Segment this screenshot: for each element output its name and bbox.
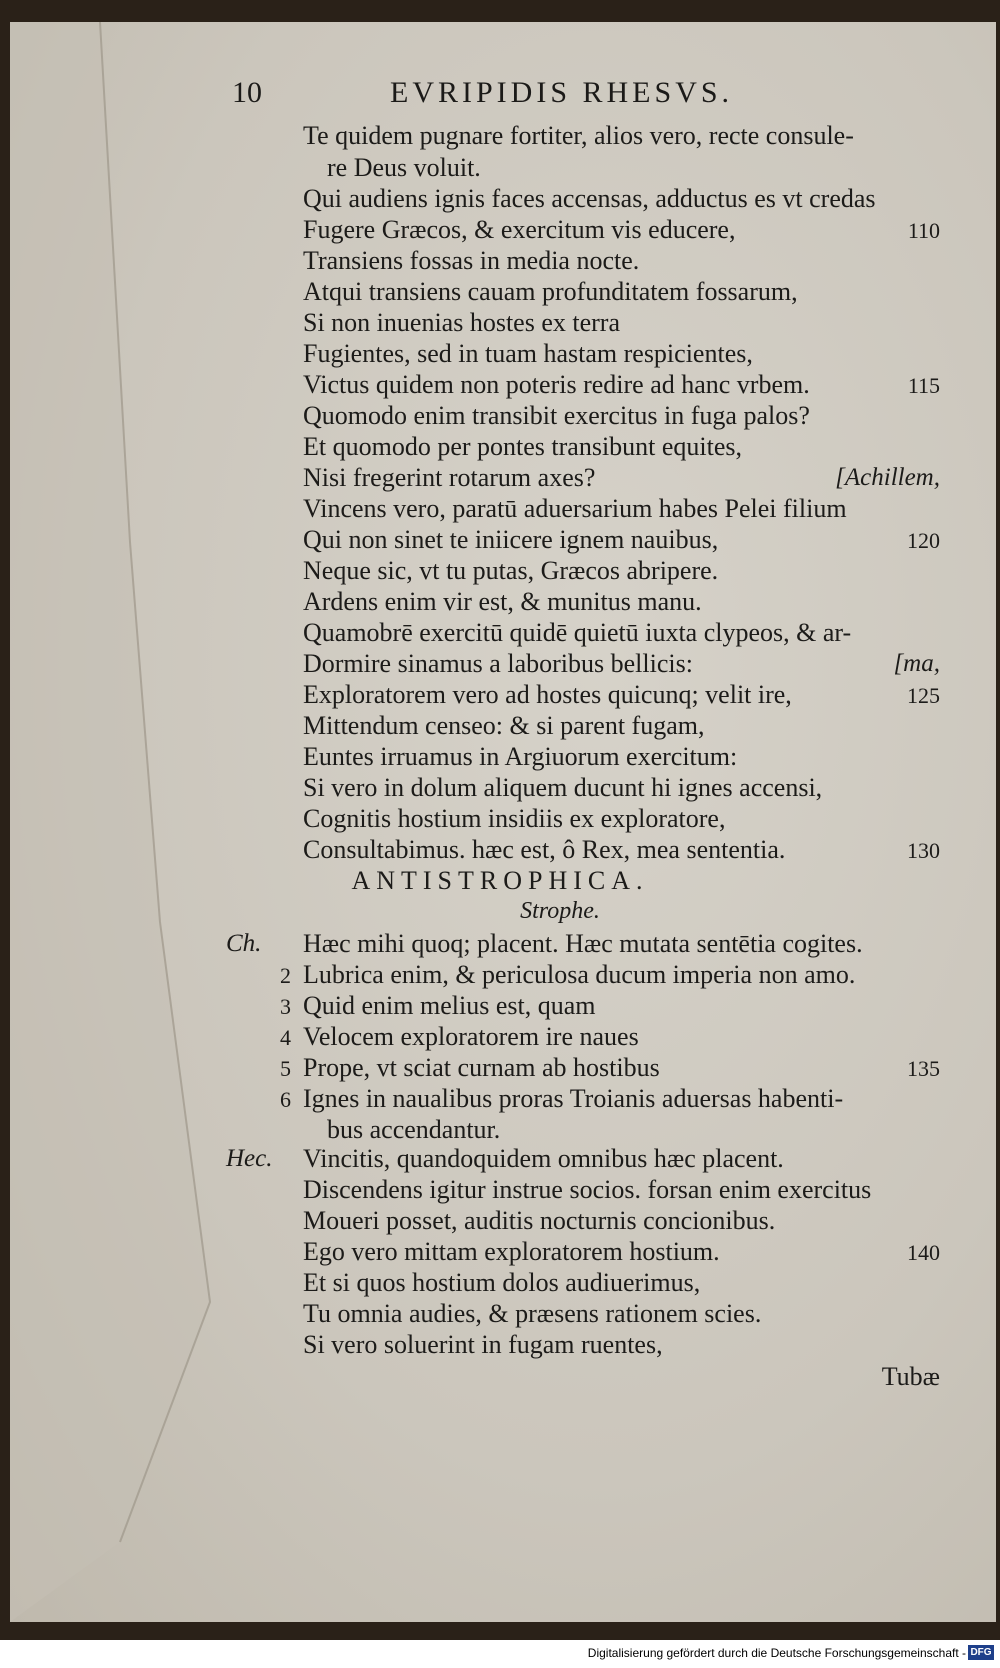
verse-line: Et quomodo per pontes transibunt equites,	[303, 432, 743, 461]
verse-line: Victus quidem non poteris redire ad hanc vrbem.	[303, 370, 810, 399]
verse-line: Si vero in dolum aliquem ducunt hi ignes accensi,	[303, 773, 823, 802]
hector-line: Ego vero mittam exploratorem hostium.	[303, 1237, 720, 1266]
line-number: 115	[907, 373, 940, 398]
verse-line: Euntes irruamus in Argiuorum exercitum:	[303, 742, 738, 771]
running-header	[0, 76, 1000, 116]
verse-line: Atqui transiens cauam profunditatem fossarum,	[303, 277, 798, 306]
verse-line: Qui audiens ignis faces accensas, adductus es vt credas	[303, 184, 876, 213]
verse-line: Fugientes, sed in tuam hastam respicientes,	[303, 339, 753, 368]
catchword: Tubæ	[881, 1362, 940, 1391]
running-title: EVRIPIDIS RHESVS.	[390, 76, 734, 109]
line-number: 140	[907, 1240, 940, 1265]
verse-line: Quomodo enim transibit exercitus in fuga palos?	[303, 401, 810, 430]
verse-line: Ardens enim vir est, & munitus manu.	[303, 587, 702, 616]
verse-line: Nisi fregerint rotarum axes?	[303, 463, 596, 492]
chorus-line: Hæc mihi quoq; placent. Hæc mutata sentētia cogites.	[303, 929, 863, 958]
hector-line: Moueri posset, auditis nocturnis concionibus.	[303, 1206, 776, 1235]
section-title: ANTISTROPHICA.	[351, 866, 649, 895]
verse-line: re Deus voluit.	[327, 153, 481, 182]
speaker-label: Hec.	[226, 1145, 273, 1172]
margin-note: [Achillem,	[835, 464, 940, 491]
verse-line: Transiens fossas in media nocte.	[303, 246, 640, 275]
verse-line: Consultabimus. hæc est, ô Rex, mea sententia.	[303, 835, 786, 864]
verse-line: Fugere Græcos, & exercitum vis educere,	[303, 215, 736, 244]
hector-line: Et si quos hostium dolos audiuerimus,	[303, 1268, 701, 1297]
line-number: 110	[907, 218, 940, 243]
dfg-logo: DFG	[968, 1645, 994, 1660]
verse-line: Quamobrē exercitū quidē quietū iuxta clypeos, & ar-	[303, 618, 852, 647]
hector-line: Vincitis, quandoquidem omnibus hæc placent.	[303, 1144, 784, 1173]
chorus-line: Velocem exploratorem ire naues	[303, 1022, 639, 1051]
verse-line: Te quidem pugnare fortiter, alios vero, recte consule-	[303, 121, 854, 150]
funding-credit: Digitalisierung gefördert durch die Deutsche Forschungsgemeinschaft -	[587, 1646, 966, 1660]
strophe-number: 2	[280, 963, 291, 988]
strophe-number: 3	[280, 994, 291, 1019]
strophe-number: 6	[280, 1087, 291, 1112]
verse-line: Exploratorem vero ad hostes quicunq; velit ire,	[303, 680, 792, 709]
verse-line: Qui non sinet te iniicere ignem nauibus,	[303, 525, 719, 554]
verse-line: Si non inuenias hostes ex terra	[303, 308, 620, 337]
margin-note: [ma,	[893, 650, 940, 677]
chorus-line: Quid enim melius est, quam	[303, 991, 596, 1020]
line-number: 120	[907, 528, 940, 553]
verse-line: Cognitis hostium insidiis ex exploratore,	[303, 804, 726, 833]
strophe-number: 4	[280, 1025, 291, 1050]
verse-line: Vincens vero, paratū aduersarium habes Pelei filium	[303, 494, 847, 523]
strophe-number: 5	[280, 1056, 291, 1081]
chorus-line: Ignes in naualibus proras Troianis aduersas habenti-	[303, 1084, 844, 1113]
section-subtitle: Strophe.	[520, 898, 600, 924]
verse-line: Mittendum censeo: & si parent fugam,	[303, 711, 705, 740]
line-number: 125	[907, 683, 940, 708]
chorus-line: Lubrica enim, & periculosa ducum imperia non amo.	[303, 960, 856, 989]
verse-line: Neque sic, vt tu putas, Græcos abripere.	[303, 556, 719, 585]
footer-bar	[0, 1640, 1000, 1668]
chorus-line: bus accendantur.	[327, 1115, 501, 1144]
line-number: 135	[907, 1056, 940, 1081]
chorus-line: Prope, vt sciat curnam ab hostibus	[303, 1053, 660, 1082]
verse-line: Dormire sinamus a laboribus bellicis:	[303, 649, 693, 678]
hector-line: Discendens igitur instrue socios. forsan enim exercitus	[303, 1175, 872, 1204]
speaker-label: Ch.	[226, 930, 262, 957]
page-number: 10	[232, 76, 262, 109]
line-number: 130	[907, 838, 940, 863]
hector-line: Tu omnia audies, & præsens rationem scies.	[303, 1299, 762, 1328]
hector-line: Si vero soluerint in fugam ruentes,	[303, 1330, 663, 1359]
